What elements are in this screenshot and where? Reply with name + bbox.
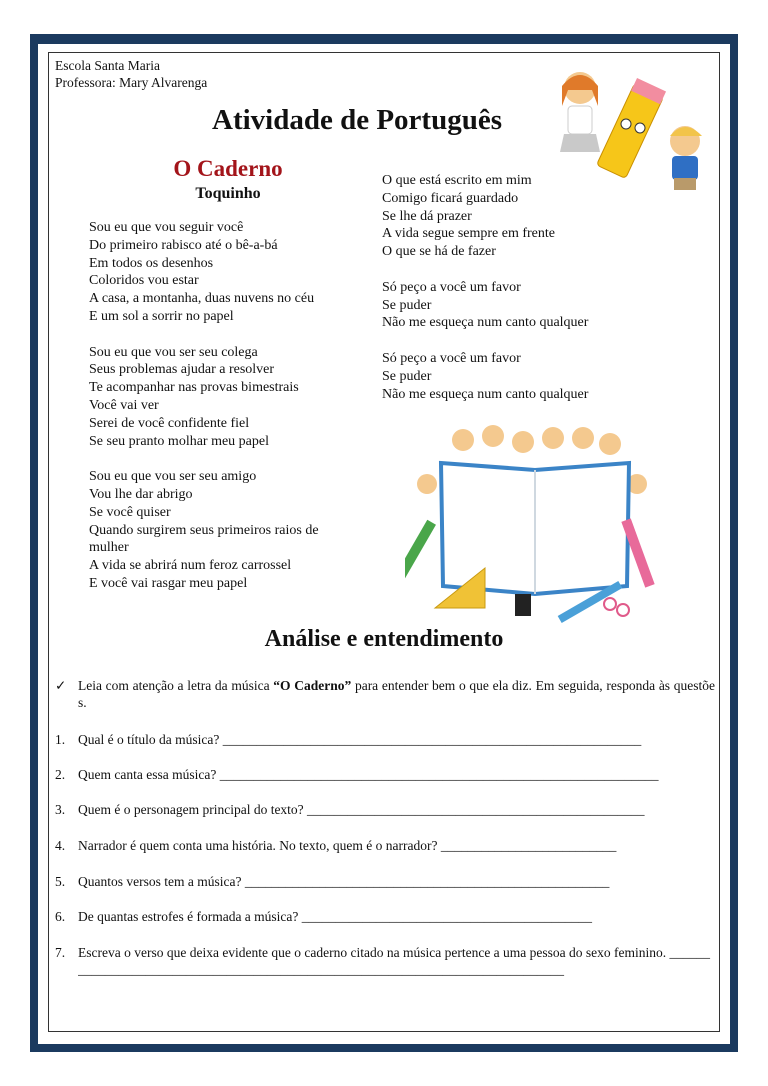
question-text: Quem canta essa música? _________________________________________________________________ (78, 767, 659, 782)
verse: Se você quiser (89, 504, 171, 520)
verse: mulher (89, 540, 129, 556)
verse: Em todos os desenhos (89, 255, 214, 271)
verse: Vou lhe dar abrigo (89, 486, 193, 502)
question-number: 1. (55, 732, 66, 747)
verse: Serei de você confidente fiel (89, 415, 250, 431)
lyrics-right-column (382, 172, 588, 421)
question-text: Escreva o verso que deixa evidente que o caderno citado na música pertence a uma pessoa do sexo feminino. ______________________________________________________________________________ (78, 945, 711, 977)
verse: Seus problemas ajudar a resolver (89, 362, 275, 378)
question-text: De quantas estrofes é formada a música? ___________________________________________ (78, 909, 593, 924)
song-artist: Toquinho (195, 185, 261, 202)
verse: Só peço a você um favor (382, 350, 521, 366)
verse: A casa, a montanha, duas nuvens no céu (89, 291, 315, 307)
stanza (382, 172, 588, 261)
verse: Quando surgirem seus primeiros raios de (89, 522, 319, 538)
question-3[interactable] (55, 801, 715, 818)
teacher-name: Professora: Mary Alvarenga (55, 75, 208, 90)
verse: E você vai rasgar meu papel (89, 575, 248, 591)
instruction-text-end: para entender bem o que ela diz. Em seguida, responda às questões. (78, 678, 715, 710)
verse: Sou eu que vou seguir você (89, 220, 244, 235)
book-kids-illustration (405, 418, 660, 628)
verse: A vida se abrirá num feroz carrossel (89, 558, 292, 574)
verse: Sou eu que vou ser seu amigo (89, 469, 257, 485)
verse: E um sol a sorrir no papel (89, 308, 234, 324)
section-title: Análise e entendimento (264, 626, 504, 652)
question-number: 2. (55, 767, 66, 782)
lyrics-left-column (89, 219, 319, 611)
verse: Se seu pranto molhar meu papel (89, 433, 270, 449)
song-title: O Caderno (173, 156, 283, 181)
question-4[interactable] (55, 837, 715, 854)
verse: Não me esqueça num canto qualquer (382, 386, 589, 402)
question-number: 7. (55, 945, 66, 960)
question-number: 4. (55, 838, 66, 853)
question-text: Quantos versos tem a música? ______________________________________________________ (78, 874, 610, 889)
instruction-song-title: “O Caderno” (273, 678, 352, 693)
verse: Comigo ficará guardado (382, 190, 519, 206)
verse: O que se há de fazer (382, 244, 496, 260)
verse: Só peço a você um favor (382, 279, 521, 295)
check-icon: ✓ (55, 678, 67, 693)
question-1[interactable] (55, 731, 715, 748)
stanza (89, 219, 319, 326)
question-number: 3. (55, 802, 66, 817)
verse: Se lhe dá prazer (382, 208, 472, 224)
question-7[interactable] (55, 944, 715, 978)
verse: A vida segue sempre em frente (382, 226, 555, 242)
verse: Se puder (382, 297, 432, 313)
stanza (89, 344, 319, 451)
verse: Do primeiro rabisco até o bê-a-bá (89, 237, 278, 253)
page-title: Atividade de Português (212, 104, 502, 136)
school-name: Escola Santa Maria (55, 58, 160, 73)
verse: Se puder (382, 368, 432, 384)
question-2[interactable] (55, 766, 715, 783)
verse: Sou eu que vou ser seu colega (89, 344, 258, 360)
question-number: 6. (55, 909, 66, 924)
question-number: 5. (55, 874, 66, 889)
verse: Coloridos vou estar (89, 273, 199, 289)
question-text: Narrador é quem conta uma história. No texto, quem é o narrador? __________________________ (78, 838, 617, 853)
question-text: Qual é o título da música? ______________________________________________________________ (78, 732, 642, 747)
verse: Te acompanhar nas provas bimestrais (89, 380, 299, 396)
stanza (382, 350, 588, 403)
verse: Não me esqueça num canto qualquer (382, 315, 589, 331)
stanza (382, 279, 588, 332)
instruction-text: Leia com atenção a letra da música (78, 678, 274, 693)
question-text: Quem é o personagem principal do texto? __________________________________________________ (78, 802, 645, 817)
verse: O que está escrito em mim (382, 173, 532, 188)
verse: Você vai ver (89, 397, 159, 413)
question-5[interactable] (55, 873, 715, 890)
instruction (55, 677, 715, 711)
question-6[interactable] (55, 908, 715, 925)
stanza (89, 468, 319, 593)
